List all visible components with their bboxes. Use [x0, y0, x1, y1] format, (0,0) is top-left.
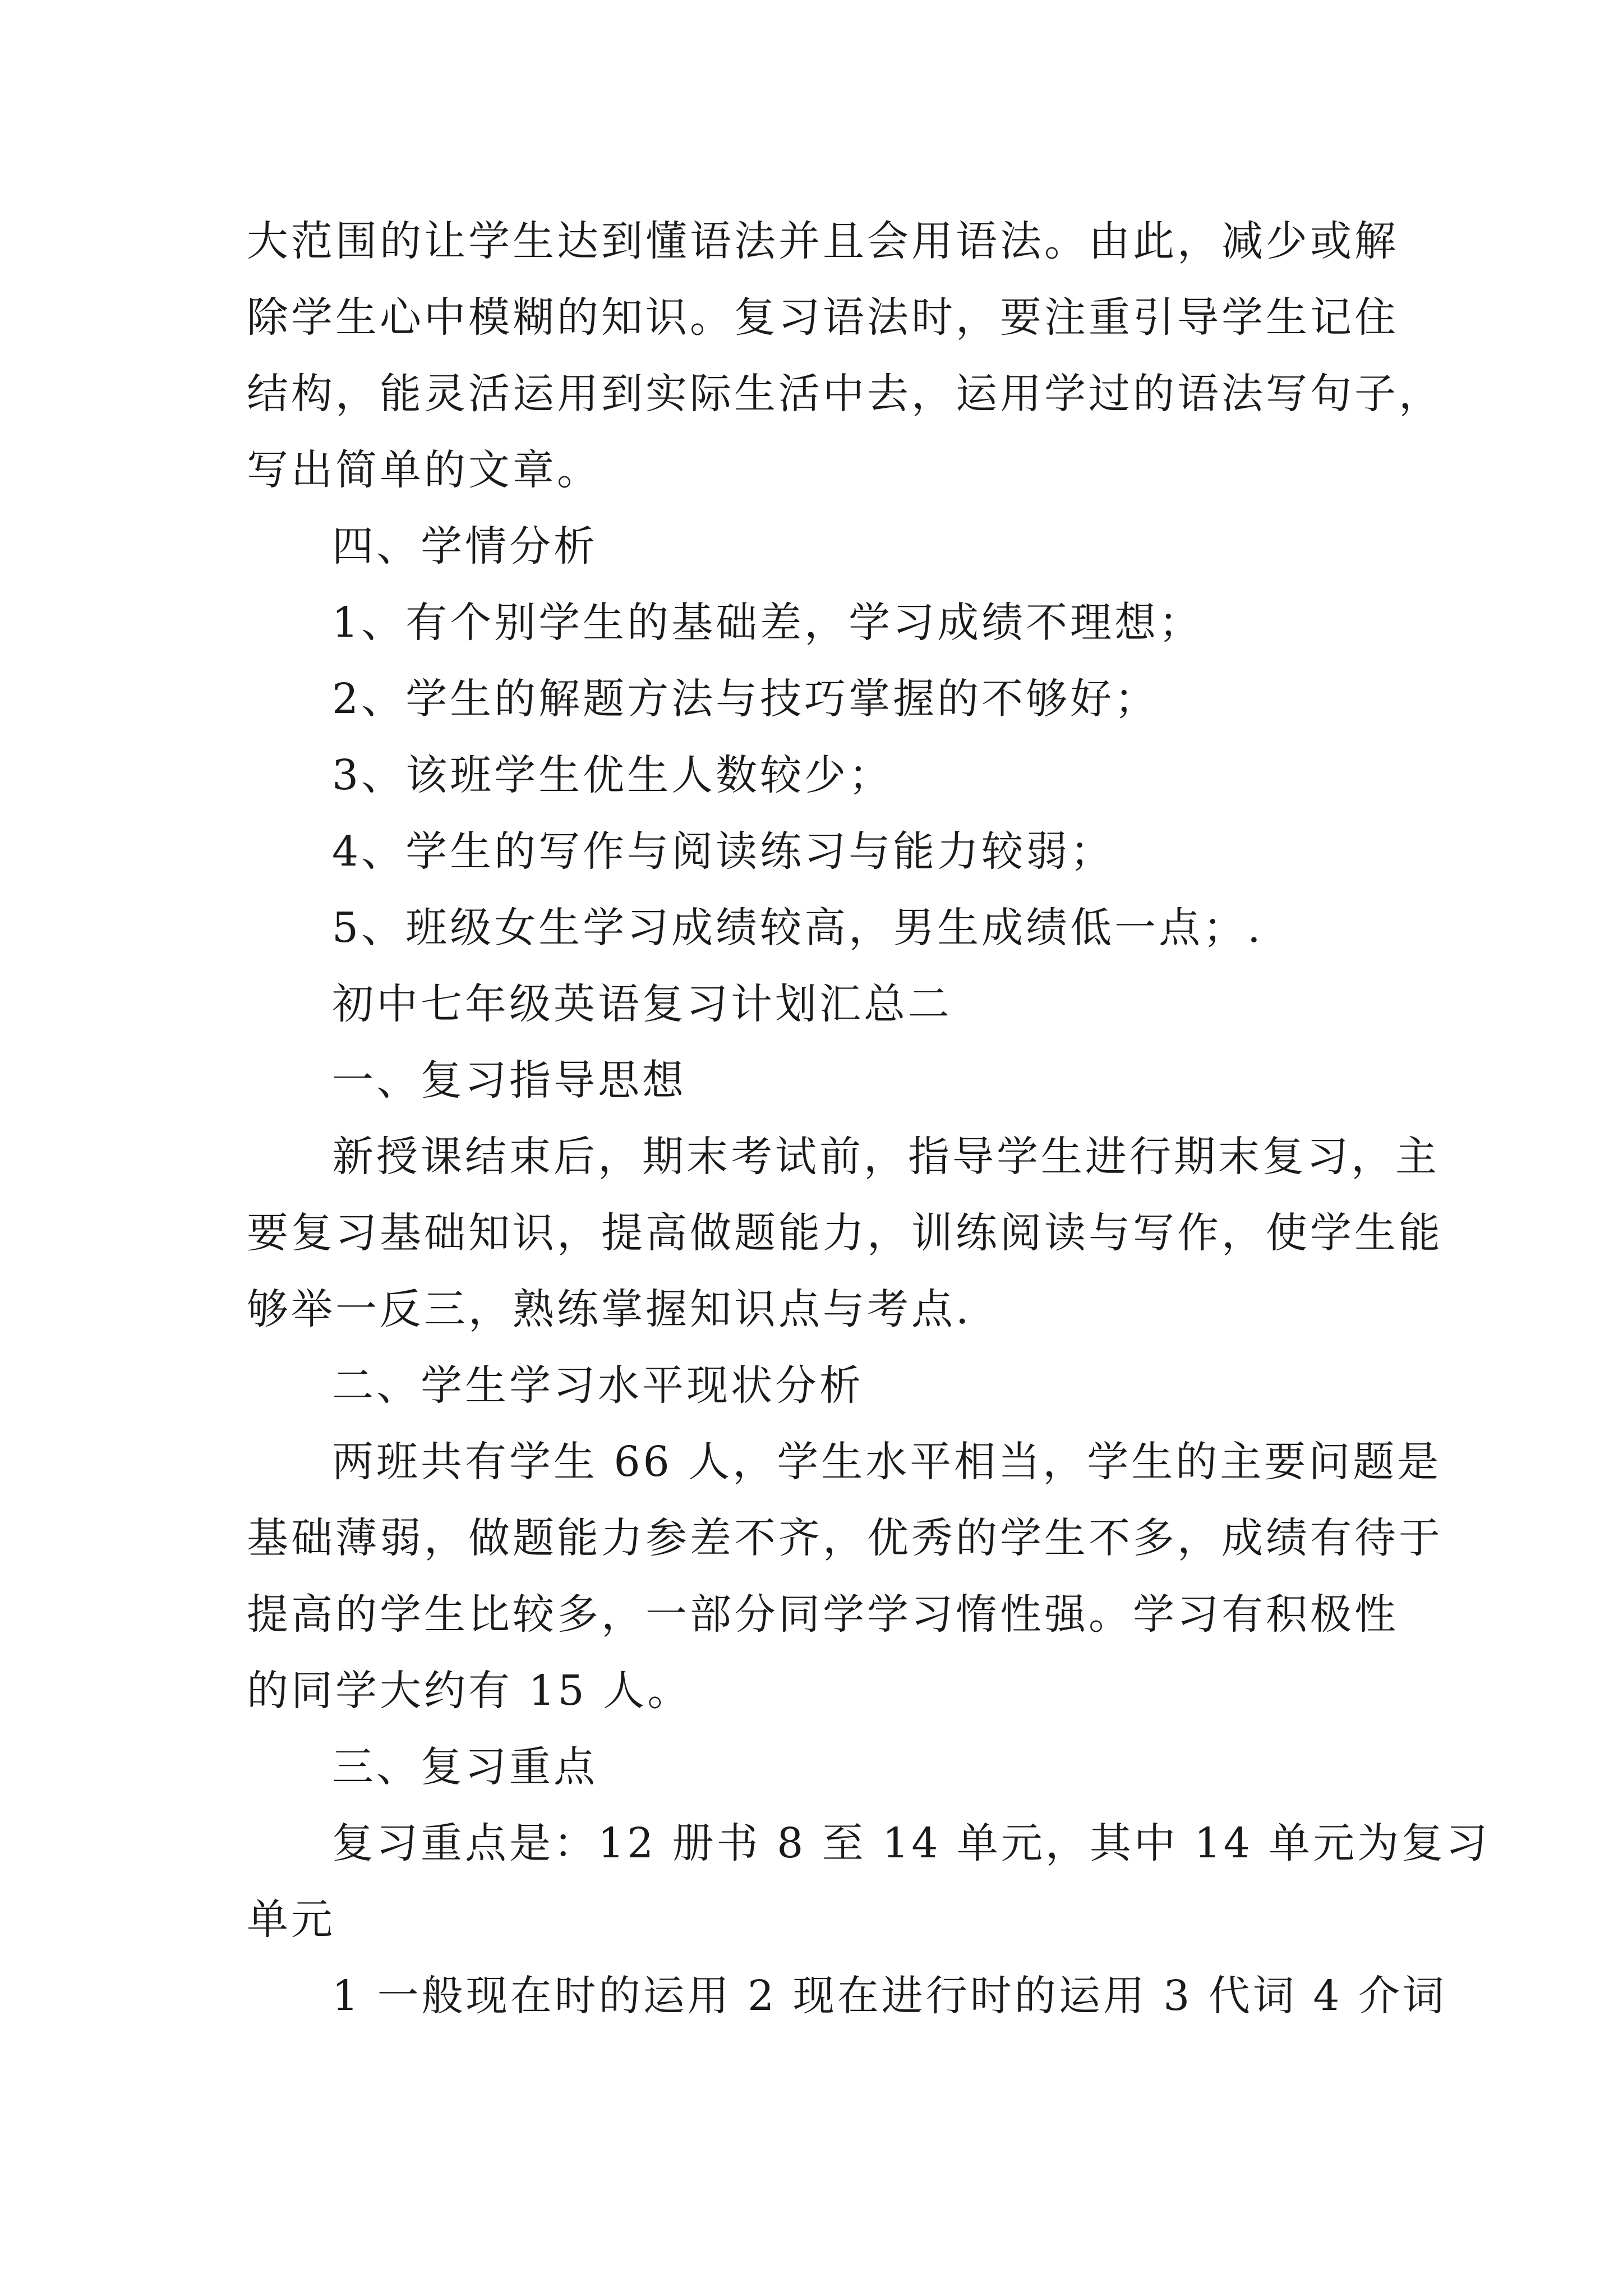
paragraph-line: 大范围的让学生达到懂语法并且会用语法。由此，减少或解 — [247, 217, 1399, 265]
document-title: 初中七年级英语复习计划汇总二 — [332, 980, 952, 1028]
document-body — [247, 203, 1491, 2034]
list-item: 4、学生的写作与阅读练习与能力较弱； — [332, 827, 1115, 876]
list-item: 5、班级女生学习成绩较高，男生成绩低一点；. — [332, 904, 1264, 952]
section-heading: 三、复习重点 — [332, 1743, 598, 1791]
list-item: 3、该班学生优生人数较少； — [332, 751, 893, 799]
paragraph-line: 复习重点是：12 册书 8 至 14 单元，其中 14 单元为复习 — [332, 1819, 1491, 1867]
paragraph-line: 两班共有学生 66 人，学生水平相当，学生的主要问题是 — [332, 1438, 1442, 1486]
paragraph-line: 结构，能灵活运用到实际生活中去，运用学过的语法写句子， — [247, 370, 1443, 418]
paragraph-line: 新授课结束后，期末考试前，指导学生进行期末复习，主 — [332, 1133, 1440, 1181]
list-item: 2、学生的解题方法与技巧掌握的不够好； — [332, 675, 1159, 723]
list-item: 1、有个别学生的基础差，学习成绩不理想； — [332, 599, 1204, 647]
section-heading: 四、学情分析 — [332, 522, 598, 570]
paragraph-line: 的同学大约有 15 人。 — [247, 1667, 692, 1715]
paragraph-line: 基础薄弱，做题能力参差不齐，优秀的学生不多，成绩有待于 — [247, 1514, 1443, 1562]
paragraph-line: 写出简单的文章。 — [247, 446, 601, 494]
section-heading: 二、学生学习水平现状分析 — [332, 1361, 864, 1410]
paragraph-line: 1 一般现在时的运用 2 现在进行时的运用 3 代词 4 介词 — [332, 1972, 1447, 2020]
paragraph-line: 够举一反三，熟练掌握知识点与考点. — [247, 1285, 972, 1333]
paragraph-line: 要复习基础知识，提高做题能力，训练阅读与写作，使学生能 — [247, 1209, 1443, 1257]
section-heading: 一、复习指导思想 — [332, 1056, 686, 1105]
paragraph-line: 除学生心中模糊的知识。复习语法时，要注重引导学生记住 — [247, 293, 1399, 342]
paragraph-line: 单元 — [247, 1895, 335, 1944]
paragraph-line: 提高的学生比较多，一部分同学学习惰性强。学习有积极性 — [247, 1590, 1399, 1639]
